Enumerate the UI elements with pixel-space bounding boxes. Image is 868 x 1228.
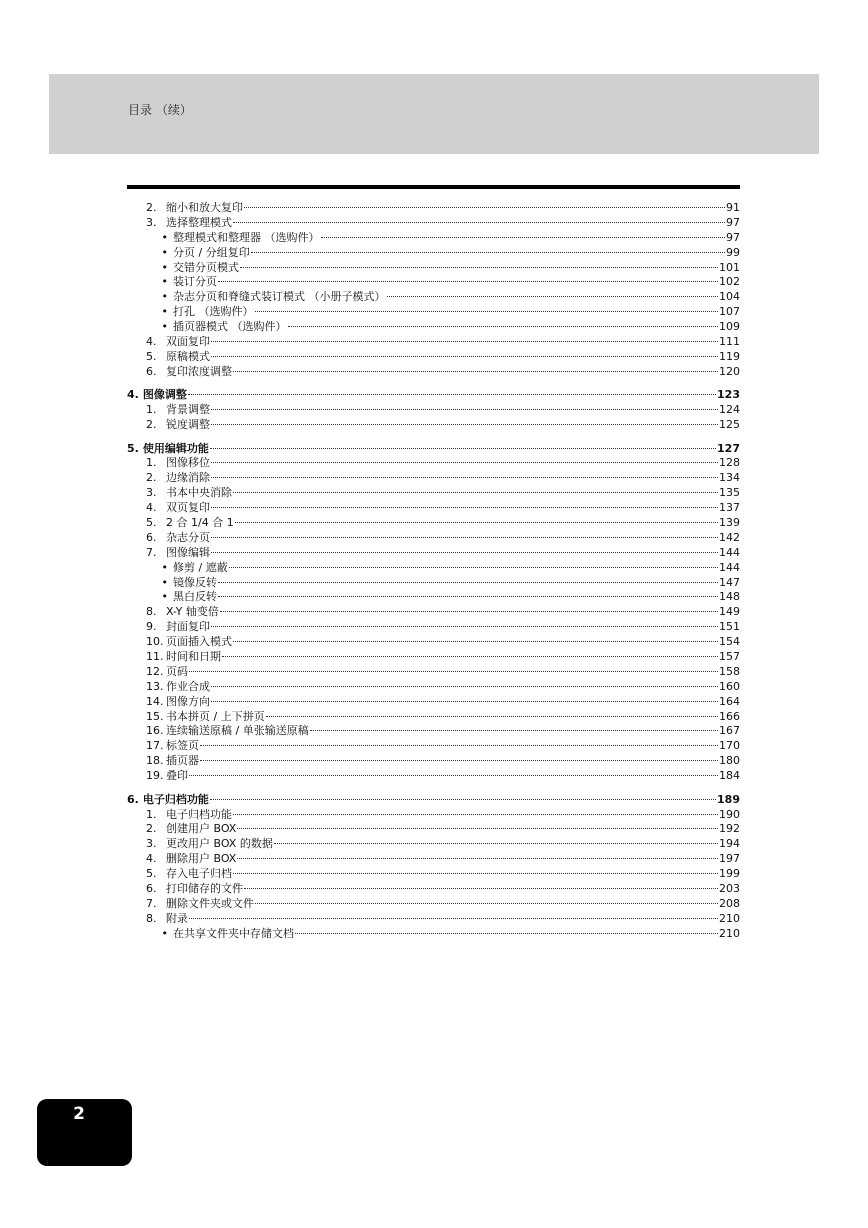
toc-title: 删除用户 BOX — [166, 852, 237, 866]
dot-leader — [218, 280, 718, 282]
toc-entry-row[interactable] — [127, 837, 740, 852]
dot-leader — [211, 340, 718, 342]
toc-entry-number: 19. — [146, 769, 164, 783]
toc-chapter-row[interactable] — [127, 442, 740, 457]
toc-page-number: 208 — [719, 896, 740, 910]
toc-page-number: 135 — [719, 486, 740, 500]
toc-entry-number: 5. — [146, 867, 157, 881]
toc-entry-row[interactable] — [127, 620, 740, 635]
bullet-icon: • — [161, 290, 168, 304]
toc-entry-number: 8. — [146, 911, 157, 925]
toc-entry-row[interactable] — [127, 710, 740, 725]
toc-entry-number: 18. — [146, 754, 164, 768]
toc-entry-number: 17. — [146, 739, 164, 753]
toc-page-number: 210 — [719, 911, 740, 925]
toc-entry-row[interactable] — [127, 531, 740, 546]
toc-title: 存入电子归档 — [166, 867, 232, 881]
toc-entry-number: 4. — [146, 501, 157, 515]
toc-entry-row[interactable] — [127, 561, 740, 576]
toc-entry-row[interactable] — [127, 246, 740, 261]
dot-leader — [189, 917, 718, 919]
toc-page-number: 170 — [719, 739, 740, 753]
table-of-contents — [127, 201, 740, 942]
dot-leader — [211, 355, 718, 357]
dot-leader — [220, 610, 718, 612]
toc-title: 图像移位 — [166, 456, 210, 470]
toc-page-number: 127 — [717, 441, 740, 455]
dot-leader — [229, 566, 718, 568]
toc-page-number: 137 — [719, 501, 740, 515]
toc-title: 时间和日期 — [166, 650, 221, 664]
dot-leader — [255, 902, 718, 904]
toc-entry-row[interactable] — [127, 216, 740, 231]
toc-entry-row[interactable] — [127, 486, 740, 501]
toc-entry-number: 4. — [146, 335, 157, 349]
toc-entry-row[interactable] — [127, 231, 740, 246]
toc-chapter-number: 4. — [127, 388, 139, 402]
dot-leader — [240, 266, 718, 268]
toc-title: 书本中央消除 — [166, 486, 232, 500]
toc-entry-row[interactable] — [127, 650, 740, 665]
toc-chapter-number: 6. — [127, 792, 139, 806]
toc-page-number: 107 — [719, 305, 740, 319]
toc-title: 更改用户 BOX 的数据 — [166, 837, 273, 851]
toc-page-number: 151 — [719, 620, 740, 634]
toc-title: 图像调整 — [142, 388, 187, 402]
dot-leader — [295, 932, 718, 934]
toc-title: 打孔 （选购件） — [173, 305, 254, 319]
toc-entry-number: 5. — [146, 349, 157, 363]
toc-title: 封面复印 — [166, 620, 210, 634]
toc-entry-number: 11. — [146, 650, 164, 664]
toc-title: 页面插入模式 — [166, 635, 232, 649]
toc-page-number: 120 — [719, 364, 740, 378]
toc-page-number: 194 — [719, 837, 740, 851]
toc-entry-row[interactable] — [127, 754, 740, 769]
dot-leader — [200, 744, 718, 746]
toc-title: 整理模式和整理器 （选购件） — [173, 230, 320, 244]
dot-leader — [237, 857, 718, 859]
dot-leader — [233, 813, 718, 815]
toc-page-number: 101 — [719, 260, 740, 274]
toc-entry-number: 15. — [146, 709, 164, 723]
toc-entry-row[interactable] — [127, 335, 740, 350]
toc-title: 叠印 — [166, 769, 188, 783]
toc-page-number: 157 — [719, 650, 740, 664]
toc-title: 在共享文件夹中存储文档 — [173, 926, 294, 940]
dot-leader — [233, 370, 718, 372]
dot-leader — [218, 581, 718, 583]
page-number-badge — [37, 1099, 132, 1166]
toc-title: 标签页 — [166, 739, 199, 753]
toc-title: 缩小和放大复印 — [166, 201, 243, 214]
bullet-icon: • — [161, 926, 168, 940]
toc-title: 双页复印 — [166, 501, 210, 515]
toc-entry-number: 3. — [146, 215, 157, 229]
toc-title: 插页器 — [166, 754, 199, 768]
toc-title: 分页 / 分组复印 — [173, 245, 250, 259]
bullet-icon: • — [161, 260, 168, 274]
toc-entry-row[interactable] — [127, 605, 740, 620]
toc-entry-row[interactable] — [127, 471, 740, 486]
toc-entry-row[interactable] — [127, 808, 740, 823]
toc-page-number: 167 — [719, 724, 740, 738]
toc-page-number: 123 — [717, 388, 740, 402]
toc-page-number: 203 — [719, 881, 740, 895]
toc-entry-row[interactable] — [127, 501, 740, 516]
dot-leader — [211, 423, 718, 425]
toc-page-number: 189 — [717, 792, 740, 806]
toc-page-number: 210 — [719, 926, 740, 940]
toc-title: 黑白反转 — [173, 590, 217, 604]
toc-title: 复印浓度调整 — [166, 364, 232, 378]
toc-title: 修剪 / 遮蔽 — [173, 560, 228, 574]
toc-entry-row[interactable] — [127, 882, 740, 897]
toc-entry-row[interactable] — [127, 516, 740, 531]
toc-entry-number: 16. — [146, 724, 164, 738]
dot-leader — [235, 521, 718, 523]
toc-entry-row[interactable] — [127, 912, 740, 927]
toc-page-number: 125 — [719, 418, 740, 432]
toc-page-number: 197 — [719, 852, 740, 866]
toc-entry-row[interactable] — [127, 590, 740, 605]
dot-leader — [210, 798, 716, 800]
toc-entry-row[interactable] — [127, 275, 740, 290]
toc-entry-row[interactable] — [127, 852, 740, 867]
toc-page-number: 180 — [719, 754, 740, 768]
bullet-icon: • — [161, 590, 168, 604]
toc-title: 选择整理模式 — [166, 215, 232, 229]
dot-leader — [251, 251, 725, 253]
toc-entry-number: 1. — [146, 456, 157, 470]
toc-entry-number: 10. — [146, 635, 164, 649]
toc-entry-number: 1. — [146, 403, 157, 417]
dot-leader — [211, 506, 718, 508]
dot-leader — [211, 461, 718, 463]
dot-leader — [210, 447, 716, 449]
toc-page-number: 97 — [726, 230, 740, 244]
toc-title: 双面复印 — [166, 335, 210, 349]
toc-page-number: 192 — [719, 822, 740, 836]
toc-entry-row[interactable] — [127, 769, 740, 784]
toc-entry-row[interactable] — [127, 403, 740, 418]
toc-title: X-Y 轴变倍 — [166, 605, 219, 619]
dot-leader — [218, 595, 718, 597]
toc-title: 原稿模式 — [166, 349, 210, 363]
toc-title: 使用编辑功能 — [142, 441, 209, 455]
toc-entry-number: 2. — [146, 418, 157, 432]
bullet-icon: • — [161, 560, 168, 574]
toc-entry-number: 6. — [146, 530, 157, 544]
toc-entry-row[interactable] — [127, 261, 740, 276]
bullet-icon: • — [161, 245, 168, 259]
dot-leader — [200, 759, 718, 761]
toc-entry-row[interactable] — [127, 418, 740, 433]
toc-entry-number: 1. — [146, 807, 157, 821]
toc-title: 书本拼页 / 上下拼页 — [166, 709, 265, 723]
dot-leader — [233, 491, 718, 493]
toc-entry-row[interactable] — [127, 724, 740, 739]
toc-entry-number: 4. — [146, 852, 157, 866]
toc-title: 图像方向 — [166, 694, 210, 708]
toc-entry-number: 9. — [146, 620, 157, 634]
toc-page-number: 134 — [719, 471, 740, 485]
header-band — [49, 74, 819, 154]
dot-leader — [189, 774, 718, 776]
toc-page-number: 139 — [719, 516, 740, 529]
dot-leader — [233, 640, 718, 642]
toc-title: 背景调整 — [166, 403, 210, 417]
dot-leader — [211, 700, 718, 702]
dot-leader — [211, 625, 718, 627]
toc-page-number: 199 — [719, 867, 740, 881]
toc-entry-row[interactable] — [127, 576, 740, 591]
toc-entry-number: 2. — [146, 471, 157, 485]
toc-entry-number: 13. — [146, 679, 164, 693]
dot-leader — [189, 670, 718, 672]
toc-title: 边缘消除 — [166, 471, 210, 485]
toc-title: 2 合 1/4 合 1 — [166, 516, 234, 529]
dot-leader — [255, 310, 719, 312]
toc-page-number: 99 — [726, 245, 740, 259]
toc-entry-row[interactable] — [127, 665, 740, 680]
dot-leader — [211, 536, 718, 538]
toc-page-number: 144 — [719, 545, 740, 559]
toc-title: 锐度调整 — [166, 418, 210, 432]
toc-page-number: 147 — [719, 575, 740, 589]
toc-title: 电子归档功能 — [166, 807, 232, 821]
toc-page-number: 164 — [719, 694, 740, 708]
dot-leader — [222, 655, 718, 657]
toc-title: 打印储存的文件 — [166, 881, 243, 895]
toc-page-number: 166 — [719, 709, 740, 723]
toc-entry-row[interactable] — [127, 695, 740, 710]
toc-entry-row[interactable] — [127, 456, 740, 471]
toc-entry-number: 5. — [146, 516, 157, 529]
bullet-icon: • — [161, 305, 168, 319]
dot-leader — [310, 729, 718, 731]
toc-entry-row[interactable] — [127, 546, 740, 561]
page-number: 2 — [73, 1104, 85, 1124]
dot-leader — [274, 842, 718, 844]
dot-leader — [233, 872, 718, 874]
toc-entry-row[interactable] — [127, 201, 740, 216]
toc-entry-number: 7. — [146, 545, 157, 559]
toc-entry-number: 12. — [146, 664, 164, 678]
toc-title: 杂志分页 — [166, 530, 210, 544]
divider-rule — [127, 185, 740, 189]
toc-entry-row[interactable] — [127, 867, 740, 882]
toc-title: 镜像反转 — [173, 575, 217, 589]
toc-entry-row[interactable] — [127, 739, 740, 754]
toc-title: 页码 — [166, 664, 188, 678]
toc-entry-number: 3. — [146, 837, 157, 851]
dot-leader — [387, 295, 719, 297]
toc-entry-row[interactable] — [127, 822, 740, 837]
toc-entry-row[interactable] — [127, 897, 740, 912]
toc-entry-number: 6. — [146, 364, 157, 378]
toc-chapter-row[interactable] — [127, 388, 740, 403]
toc-entry-number: 2. — [146, 822, 157, 836]
toc-page-number: 91 — [726, 201, 740, 214]
toc-page-number: 124 — [719, 403, 740, 417]
toc-entry-row[interactable] — [127, 680, 740, 695]
toc-entry-row[interactable] — [127, 305, 740, 320]
dot-leader — [244, 887, 718, 889]
bullet-icon: • — [161, 230, 168, 244]
toc-entry-row[interactable] — [127, 365, 740, 380]
toc-entry-number: 7. — [146, 896, 157, 910]
toc-page-number: 104 — [719, 290, 740, 304]
toc-title: 附录 — [166, 911, 188, 925]
dot-leader — [188, 393, 716, 395]
toc-entry-number: 8. — [146, 605, 157, 619]
dot-leader — [266, 715, 718, 717]
toc-entry-row[interactable] — [127, 350, 740, 365]
toc-page-number: 119 — [719, 349, 740, 363]
dot-leader — [211, 685, 718, 687]
toc-page-number: 128 — [719, 456, 740, 470]
toc-entry-row[interactable] — [127, 635, 740, 650]
toc-title: 连续输送原稿 / 单张输送原稿 — [166, 724, 309, 738]
dot-leader — [288, 325, 719, 327]
bullet-icon: • — [161, 575, 168, 589]
toc-title: 交错分页模式 — [173, 260, 239, 274]
toc-chapter-number: 5. — [127, 441, 139, 455]
toc-page-number: 111 — [719, 335, 740, 349]
toc-page-number: 142 — [719, 530, 740, 544]
toc-entry-number: 2. — [146, 201, 157, 214]
toc-entry-number: 6. — [146, 881, 157, 895]
toc-title: 作业合成 — [166, 679, 210, 693]
dot-leader — [233, 221, 725, 223]
toc-page-number: 148 — [719, 590, 740, 604]
toc-page-number: 102 — [719, 275, 740, 289]
toc-page-number: 190 — [719, 807, 740, 821]
dot-leader — [321, 236, 726, 238]
toc-title: 插页器模式 （选购件） — [173, 320, 287, 334]
toc-page-number: 184 — [719, 769, 740, 783]
toc-title: 装订分页 — [173, 275, 217, 289]
dot-leader — [211, 408, 718, 410]
dot-leader — [211, 551, 718, 553]
toc-page-number: 149 — [719, 605, 740, 619]
toc-entry-number: 3. — [146, 486, 157, 500]
toc-entry-row[interactable] — [127, 927, 740, 942]
toc-page-number: 158 — [719, 664, 740, 678]
toc-entry-row[interactable] — [127, 290, 740, 305]
page-title: 目录 （续） — [128, 103, 192, 117]
toc-page-number: 109 — [719, 320, 740, 334]
toc-entry-row[interactable] — [127, 320, 740, 335]
toc-page-number: 160 — [719, 679, 740, 693]
toc-title: 创建用户 BOX — [166, 822, 237, 836]
bullet-icon: • — [161, 320, 168, 334]
toc-page-number: 154 — [719, 635, 740, 649]
dot-leader — [237, 827, 718, 829]
toc-entry-number: 14. — [146, 694, 164, 708]
dot-leader — [211, 476, 718, 478]
toc-page-number: 97 — [726, 215, 740, 229]
toc-title: 电子归档功能 — [142, 792, 209, 806]
toc-title: 杂志分页和脊缝式装订模式 （小册子模式） — [173, 290, 386, 304]
toc-chapter-row[interactable] — [127, 793, 740, 808]
bullet-icon: • — [161, 275, 168, 289]
toc-page-number: 144 — [719, 560, 740, 574]
dot-leader — [244, 206, 725, 208]
toc-title: 图像编辑 — [166, 545, 210, 559]
toc-title: 删除文件夹或文件 — [166, 896, 254, 910]
